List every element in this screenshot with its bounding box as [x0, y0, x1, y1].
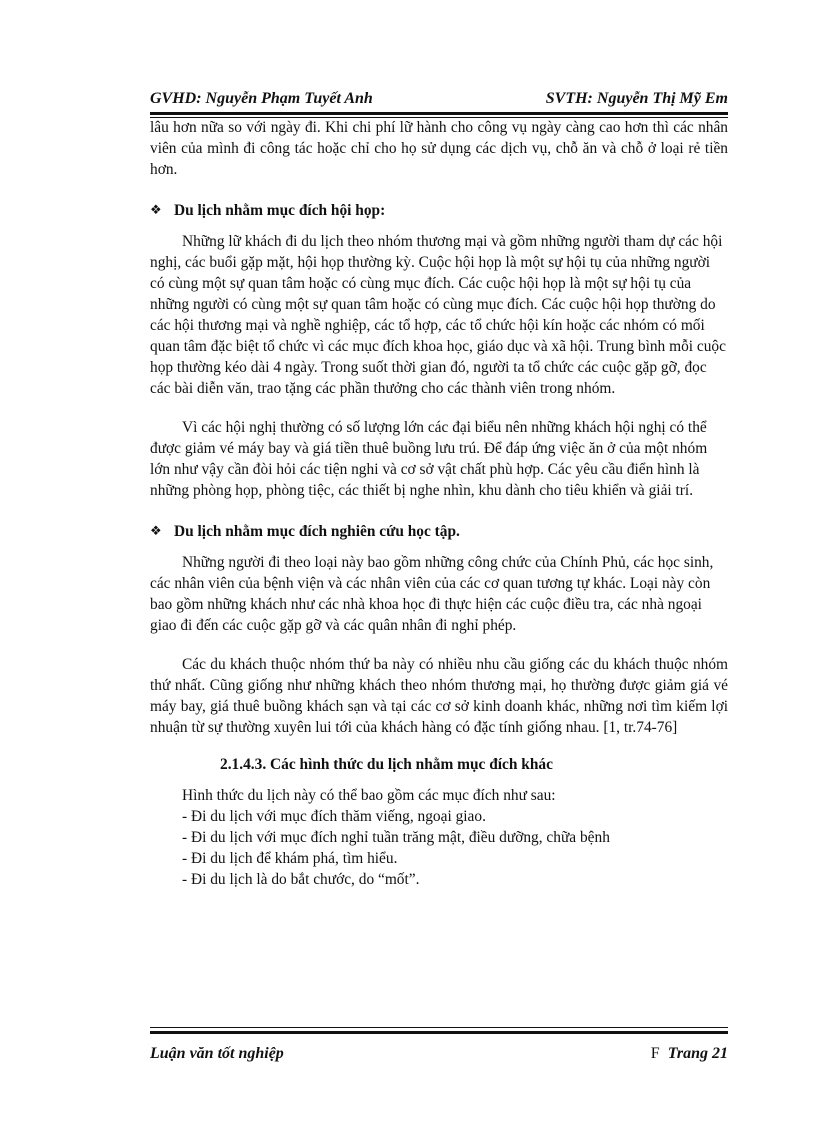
section-heading-text: Du lịch nhằm mục đích nghiên cứu học tập. [174, 523, 460, 540]
footer-divider-thick [150, 1031, 728, 1034]
paragraph-study: Những người đi theo loại này bao gồm những công chức của Chính Phủ, các học sinh, các nhân viên của bệnh viện và các nhân viên của các cơ quan tương tự khác. Loại này còn bao gồm những khách như các nhà khoa học đi thực hiện các cuộc điều tra, các nhà ngoại giao đi đến các cuộc gặp gỡ và các quân nhân đi nghỉ phép. [150, 554, 714, 634]
diamond-bullet-icon: ❖ [150, 523, 162, 538]
header-divider-thick [150, 112, 728, 115]
supervisor-name: GVHD: Nguyễn Phạm Tuyết Anh [150, 90, 373, 107]
list-item: - Đi du lịch với mục đích thăm viếng, ngoại giao. [182, 808, 486, 825]
thesis-label: Luận văn tốt nghiệp [150, 1045, 284, 1062]
document-page [150, 0, 728, 1123]
paragraph-third-group: Các du khách thuộc nhóm thứ ba này có nhiều nhu cầu giống các du khách thuộc nhóm thứ nhất. Cũng giống như những khách theo nhóm thương mại, họ thường được giảm giá vé máy bay, giá thuê buồng khách sạn và tại các cơ sở kinh doanh khác, những nơi tìm kiếm lợi nhuận từ sự thường xuyên lui tới của khách hàng có đặc tính giống nhau. [1, tr.74-76] [150, 656, 728, 736]
list-item: - Đi du lịch là do bắt chước, do “mốt”. [182, 871, 420, 888]
paragraph-meetings: Những lữ khách đi du lịch theo nhóm thương mại và gồm những người tham dự các hội nghị, các buổi gặp mặt, hội họp thường kỳ. Cuộc hội họp là một sự hội tụ của những người có cùng một sự quan tâm hoặc có cùng mục đích. Các cuộc hội họp là một sự hội tụ của những người có cùng một sự quan tâm hoặc có cùng mục đích. Các cuộc hội họp thường do các hội thương mại và nghề nghiệp, các tổ hợp, các tổ chức hội kín hoặc các nhóm có mối quan tâm đặc biệt tổ chức vì các mục đích khoa học, giáo dục và xã hội. Trung bình mỗi cuộc họp thường kéo dài 4 ngày. Trong suốt thời gian đó, người ta tổ chức các cuộc gặp gỡ, đọc các bài diễn văn, trao tặng các phần thưởng cho các thành viên trong nhóm. [150, 233, 726, 397]
list-intro: Hình thức du lịch này có thể bao gồm các mục đích như sau: [182, 787, 556, 804]
list-item: - Đi du lịch với mục đích nghỉ tuần trăng mật, điều dưỡng, chữa bệnh [182, 829, 610, 846]
page-footer [150, 1045, 728, 1067]
paragraph-conferences: Vì các hội nghị thường có số lượng lớn các đại biểu nên những khách hội nghị có thể được giảm vé máy bay và giá tiền thuê buồng lưu trú. Để đáp ứng việc ăn ở của một nhóm lớn như vậy cần đòi hỏi các tiện nghi và cơ sở vật chất phù hợp. Các yêu cầu điển hình là những phòng họp, phòng tiệc, các thiết bị nghe nhìn, khu dành cho tiêu khiển và giải trí. [150, 419, 708, 499]
section-heading-meetings [150, 199, 728, 221]
section-heading-text: Du lịch nhằm mục đích hội họp: [174, 202, 386, 219]
section-heading-study [150, 520, 728, 542]
page-number-block [651, 1045, 728, 1063]
footer-divider-thin [150, 1027, 728, 1028]
page-number: Trang 21 [667, 1045, 728, 1062]
paragraph-continuation: lâu hơn nữa so với ngày đi. Khi chi phí lữ hành cho công vụ ngày càng cao hơn thì các nhân viên của mình đi công tác hoặc chỉ cho họ sử dụng các dịch vụ, chỗ ăn và chỗ ở loại rẻ tiền hơn. [150, 119, 728, 178]
list-item: - Đi du lịch để khám phá, tìm hiểu. [182, 850, 398, 867]
page-header [150, 90, 728, 112]
page-body [150, 117, 728, 890]
footer-mark: F [650, 1045, 660, 1062]
diamond-bullet-icon: ❖ [150, 202, 162, 217]
subsection-heading: 2.1.4.3. Các hình thức du lịch nhằm mục đích khác [220, 756, 553, 773]
student-name: SVTH: Nguyễn Thị Mỹ Em [545, 90, 728, 107]
